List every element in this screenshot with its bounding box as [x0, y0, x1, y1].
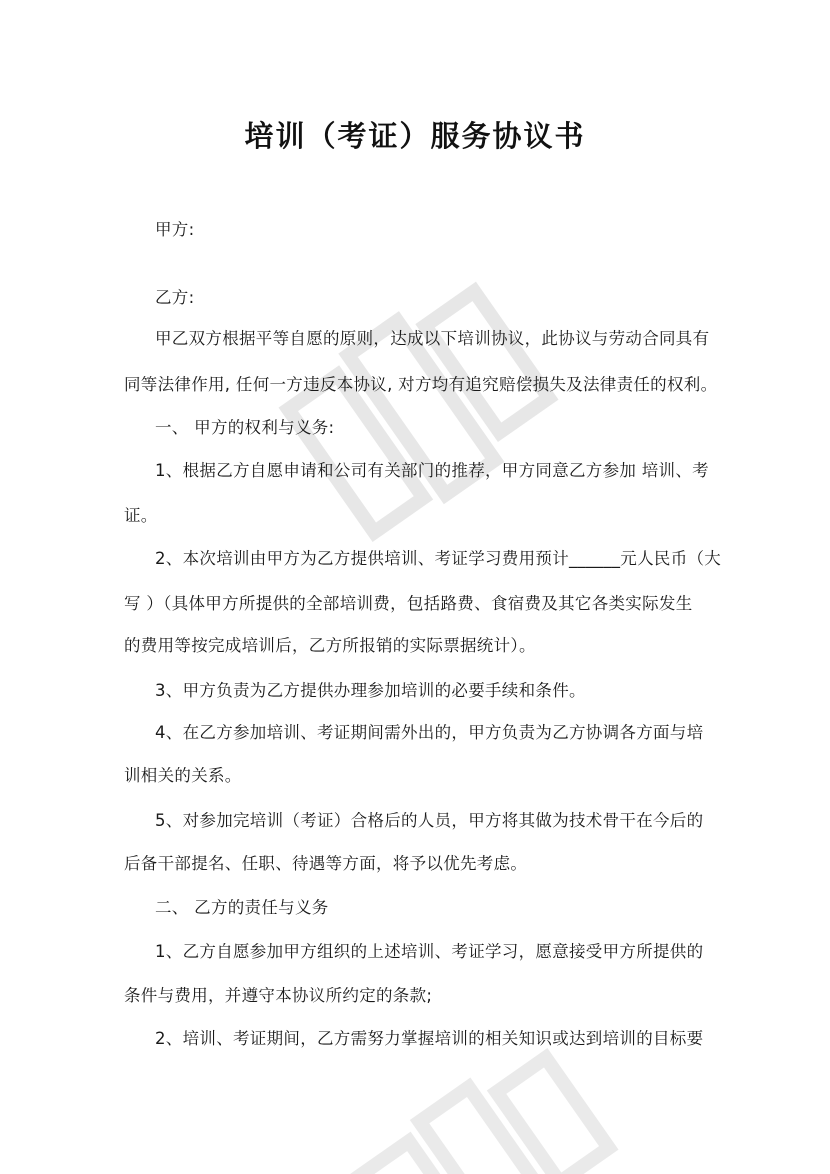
- section1-item2-line1: 2、本次培训由甲方为乙方提供培训、考证学习费用预计______元人民币（大: [155, 549, 722, 568]
- intro-line-1: 甲乙双方根据平等自愿的原则，达成以下培训协议，此协议与劳动合同具有: [155, 329, 710, 348]
- section1-item1-line1: 1、根据乙方自愿申请和公司有关部门的推荐，甲方同意乙方参加 培训、考: [155, 461, 709, 480]
- section1-item4-line1: 4、在乙方参加培训、考证期间需外出的，甲方负责为乙方协调各方面与培: [155, 723, 704, 742]
- section1-item5-line1: 5、对参加完培训（考证）合格后的人员，甲方将其做为技术骨干在今后的: [155, 811, 704, 830]
- section1-item3: 3、甲方负责为乙方提供办理参加培训的必要手续和条件。: [155, 681, 586, 700]
- party-a-label: 甲方:: [155, 220, 195, 239]
- section2-heading: 二、 乙方的责任与义务: [155, 898, 329, 917]
- intro-line-2: 同等法律作用, 任何一方违反本协议, 对方均有追究赔偿损失及法律责任的权利。: [124, 375, 718, 394]
- party-b-label: 乙方:: [155, 288, 195, 307]
- section1-heading: 一、 甲方的权利与义务:: [155, 418, 335, 437]
- section2-item2-line1: 2、培训、考证期间，乙方需努力掌握培训的相关知识或达到培训的目标要: [155, 1029, 704, 1048]
- document-title: 培训（考证）服务协议书: [244, 119, 586, 153]
- section1-item2-line2: 写 ）（具体甲方所提供的全部培训费，包括路费、食宿费及其它各类实际发生: [124, 594, 693, 613]
- section1-item5-line2: 后备干部提名、任职、待遇等方面，将予以优先考虑。: [124, 854, 528, 873]
- section1-item2-line3: 的费用等按完成培训后，乙方所报销的实际票据统计）。: [124, 636, 536, 655]
- section1-item4-line2: 训相关的关系。: [124, 766, 242, 785]
- section2-item1-line1: 1、乙方自愿参加甲方组织的上述培训、考证学习，愿意接受甲方所提供的: [155, 942, 704, 961]
- section1-item1-line2: 证。: [124, 506, 158, 525]
- section2-item1-line2: 条件与费用，并遵守本协议所约定的条款;: [124, 986, 433, 1005]
